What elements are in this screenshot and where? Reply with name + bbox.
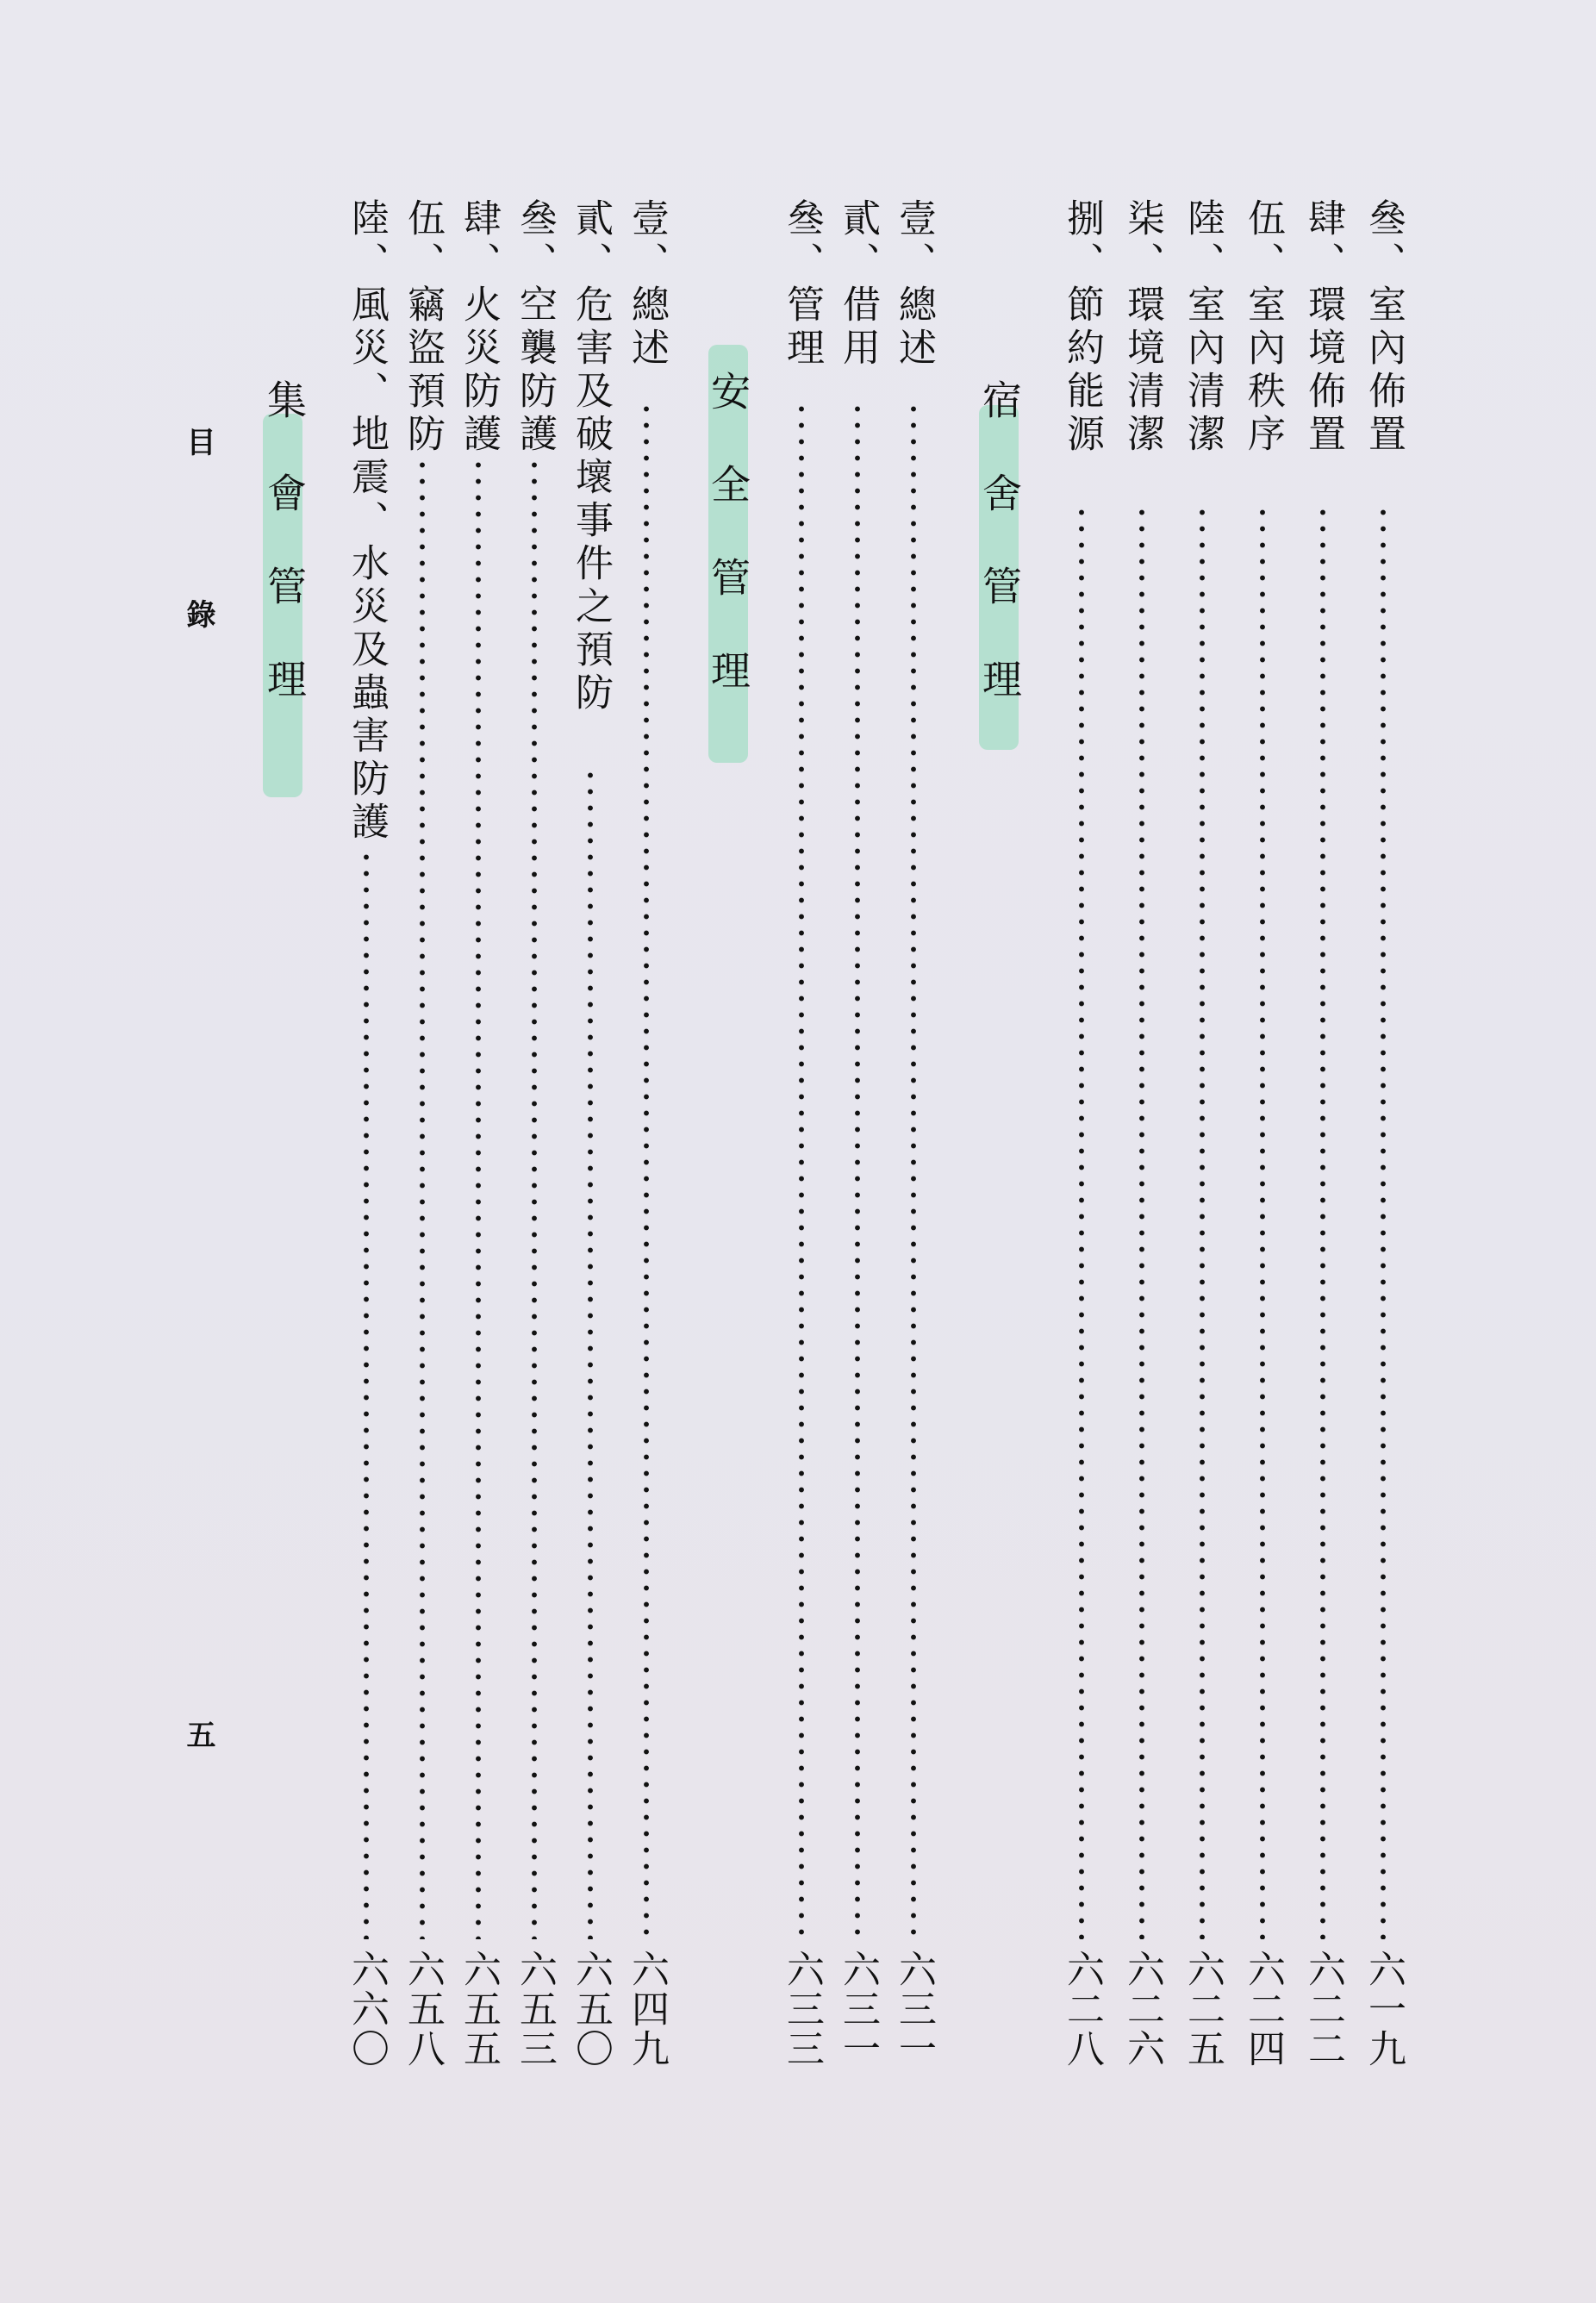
dot-leader	[475, 457, 482, 1939]
entry-label: 壹、總述	[625, 198, 669, 371]
toc-entry[interactable]	[1357, 198, 1409, 457]
dot-leader	[643, 401, 650, 1939]
toc-entry[interactable]	[1116, 198, 1168, 457]
entry-label: 陸、風災、地震、水災及蟲害防護	[345, 198, 389, 845]
toc-entry[interactable]	[1176, 198, 1228, 457]
entry-page-number: 六五〇	[569, 1950, 613, 2069]
dot-leader	[1078, 504, 1085, 1939]
toc-entry[interactable]	[1237, 198, 1288, 457]
section-heading: 安全管理	[705, 371, 751, 743]
toc-entry[interactable]	[396, 198, 448, 457]
toc-entry[interactable]	[508, 198, 560, 457]
toc-entry[interactable]	[888, 198, 939, 371]
entry-page-number: 六二八	[1060, 1950, 1104, 2069]
section-heading: 宿舍管理	[976, 379, 1023, 752]
dot-leader	[798, 401, 805, 1939]
entry-label: 叄、室內佈置	[1362, 198, 1406, 457]
dot-leader	[1199, 504, 1206, 1939]
toc-entry[interactable]	[832, 198, 883, 371]
entry-page-number: 六三一	[892, 1950, 936, 2069]
page-folio: 五	[181, 1719, 215, 1749]
entry-page-number: 六五五	[457, 1950, 501, 2069]
toc-entry[interactable]	[1056, 198, 1107, 457]
entry-label: 捌、節約能源	[1060, 198, 1104, 457]
dot-leader	[587, 767, 594, 1939]
dot-leader	[1380, 504, 1387, 1939]
entry-label: 陸、室內清潔	[1181, 198, 1225, 457]
entry-label: 肆、環境佈置	[1301, 198, 1345, 457]
section-heading: 集會管理	[261, 379, 308, 752]
entry-label: 伍、竊盜預防	[401, 198, 445, 457]
toc-entry[interactable]	[1297, 198, 1349, 457]
entry-label: 肆、火災防護	[457, 198, 501, 457]
entry-page-number: 六五八	[401, 1950, 445, 2069]
toc-entry[interactable]	[620, 198, 672, 371]
entry-label: 叄、管理	[780, 198, 824, 371]
entry-label: 貳、危害及破壞事件之預防	[569, 198, 613, 715]
dot-leader	[363, 849, 370, 1939]
dot-leader	[1259, 504, 1266, 1939]
entry-label: 叄、空襲防護	[513, 198, 557, 457]
dot-leader	[1319, 504, 1326, 1939]
toc-entry[interactable]	[776, 198, 827, 371]
dot-leader	[854, 401, 861, 1939]
entry-page-number: 六四九	[625, 1950, 669, 2069]
toc-entry[interactable]	[452, 198, 504, 457]
dot-leader	[419, 457, 426, 1939]
entry-label: 柒、環境清潔	[1120, 198, 1164, 457]
dot-leader	[1138, 504, 1145, 1939]
entry-label: 貳、借用	[836, 198, 880, 371]
toc-entry[interactable]	[564, 198, 616, 715]
entry-page-number: 六二五	[1181, 1950, 1225, 2069]
entry-page-number: 六三一	[836, 1950, 880, 2069]
running-header-char: 錄	[181, 599, 215, 628]
dot-leader	[910, 401, 917, 1939]
running-header-char: 目	[181, 427, 215, 456]
entry-label: 伍、室內秩序	[1241, 198, 1285, 457]
entry-page-number: 六三三	[780, 1950, 824, 2069]
entry-page-number: 六二二	[1301, 1950, 1345, 2069]
toc-entry[interactable]	[340, 198, 392, 845]
entry-page-number: 六一九	[1362, 1950, 1406, 2069]
entry-page-number: 六二六	[1120, 1950, 1164, 2069]
entry-page-number: 六二四	[1241, 1950, 1285, 2069]
entry-label: 壹、總述	[892, 198, 936, 371]
dot-leader	[531, 457, 538, 1939]
entry-page-number: 六五三	[513, 1950, 557, 2069]
entry-page-number: 六六〇	[345, 1950, 389, 2069]
